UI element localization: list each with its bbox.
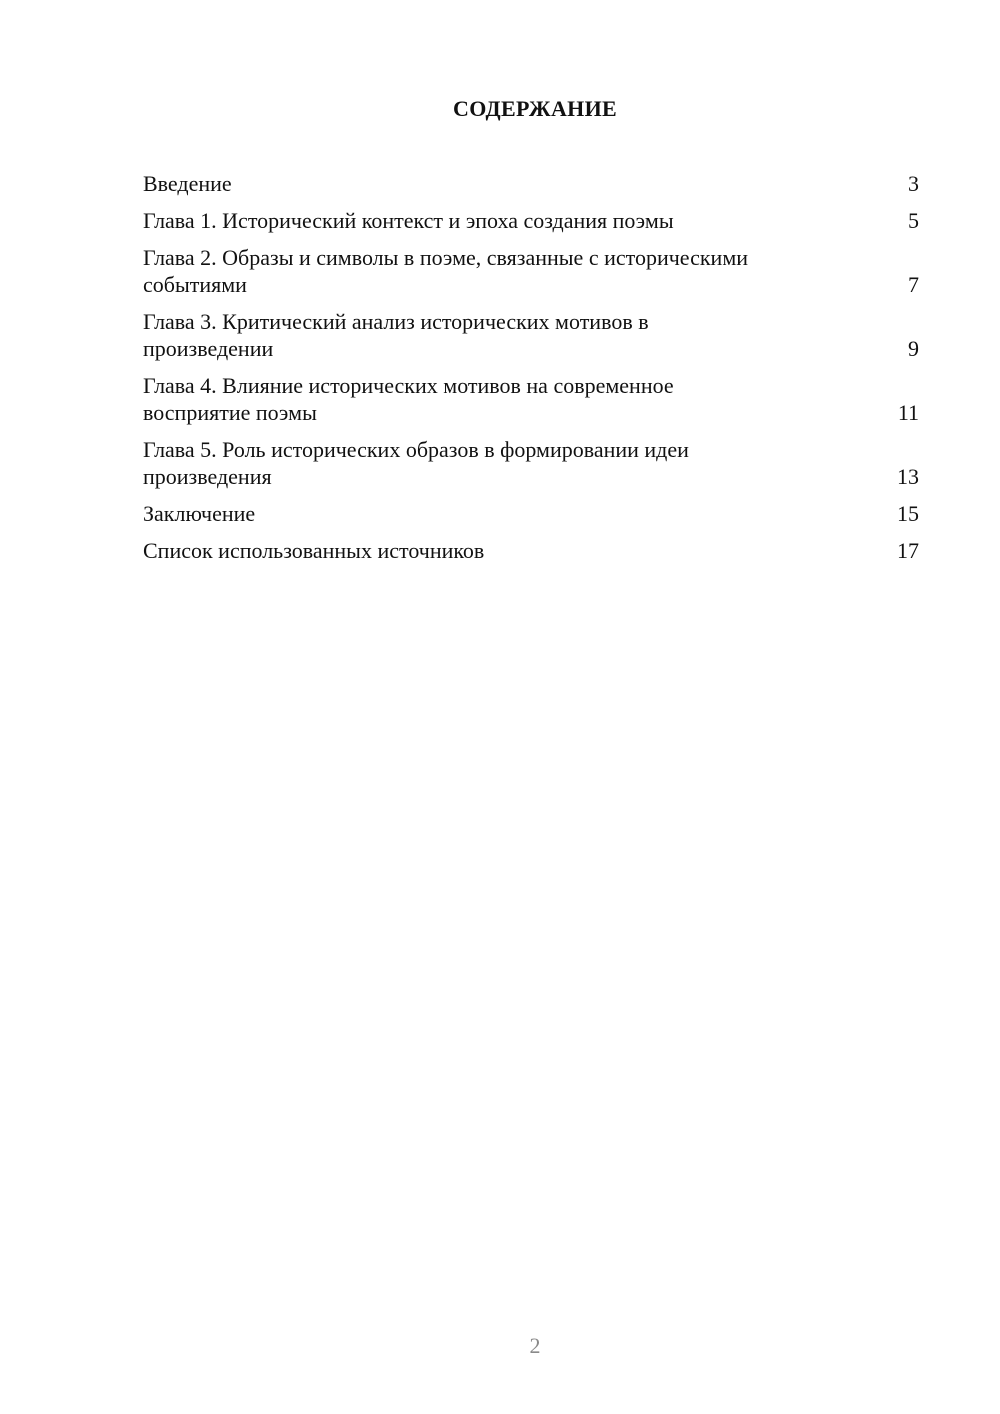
- toc-entry-conclusion: [143, 500, 919, 527]
- toc-entry-text: Глава 4. Влияние исторических мотивов на современное восприятие поэмы: [143, 373, 674, 425]
- toc-entry-text: Введение: [143, 171, 232, 196]
- toc-list: [143, 170, 919, 574]
- toc-entry-page: 17: [897, 538, 919, 563]
- toc-entry-references: [143, 537, 919, 564]
- toc-entry-page: 11: [897, 400, 919, 425]
- toc-entry-page: 9: [908, 336, 919, 361]
- toc-entry-text: Глава 5. Роль исторических образов в формировании идеи произведения: [143, 437, 689, 489]
- toc-entry-page: 15: [897, 501, 919, 526]
- toc-entry-page: 13: [897, 464, 919, 489]
- toc-entry-text: Глава 2. Образы и символы в поэме, связанные с историческими событиями: [143, 245, 749, 297]
- toc-entry-text: Глава 1. Исторический контекст и эпоха создания поэмы: [143, 208, 674, 233]
- toc-entry-page: 3: [908, 171, 919, 196]
- toc-entry-text: Глава 3. Критический анализ исторических мотивов в произведении: [143, 309, 649, 361]
- toc-entry-chapter-2: [143, 244, 919, 298]
- page-number: 2: [529, 1333, 541, 1358]
- toc-title: СОДЕРЖАНИЕ: [453, 96, 617, 121]
- toc-entry-text: Список использованных источников: [143, 538, 485, 563]
- toc-entry-chapter-1: [143, 207, 919, 234]
- toc-entry-text: Заключение: [143, 501, 256, 526]
- toc-entry-chapter-5: [143, 436, 919, 490]
- toc-entry-chapter-4: [143, 372, 919, 426]
- toc-entry-chapter-3: [143, 308, 919, 362]
- toc-entry-page: 7: [908, 272, 919, 297]
- toc-entry-page: 5: [908, 208, 919, 233]
- toc-entry-introduction: [143, 170, 919, 197]
